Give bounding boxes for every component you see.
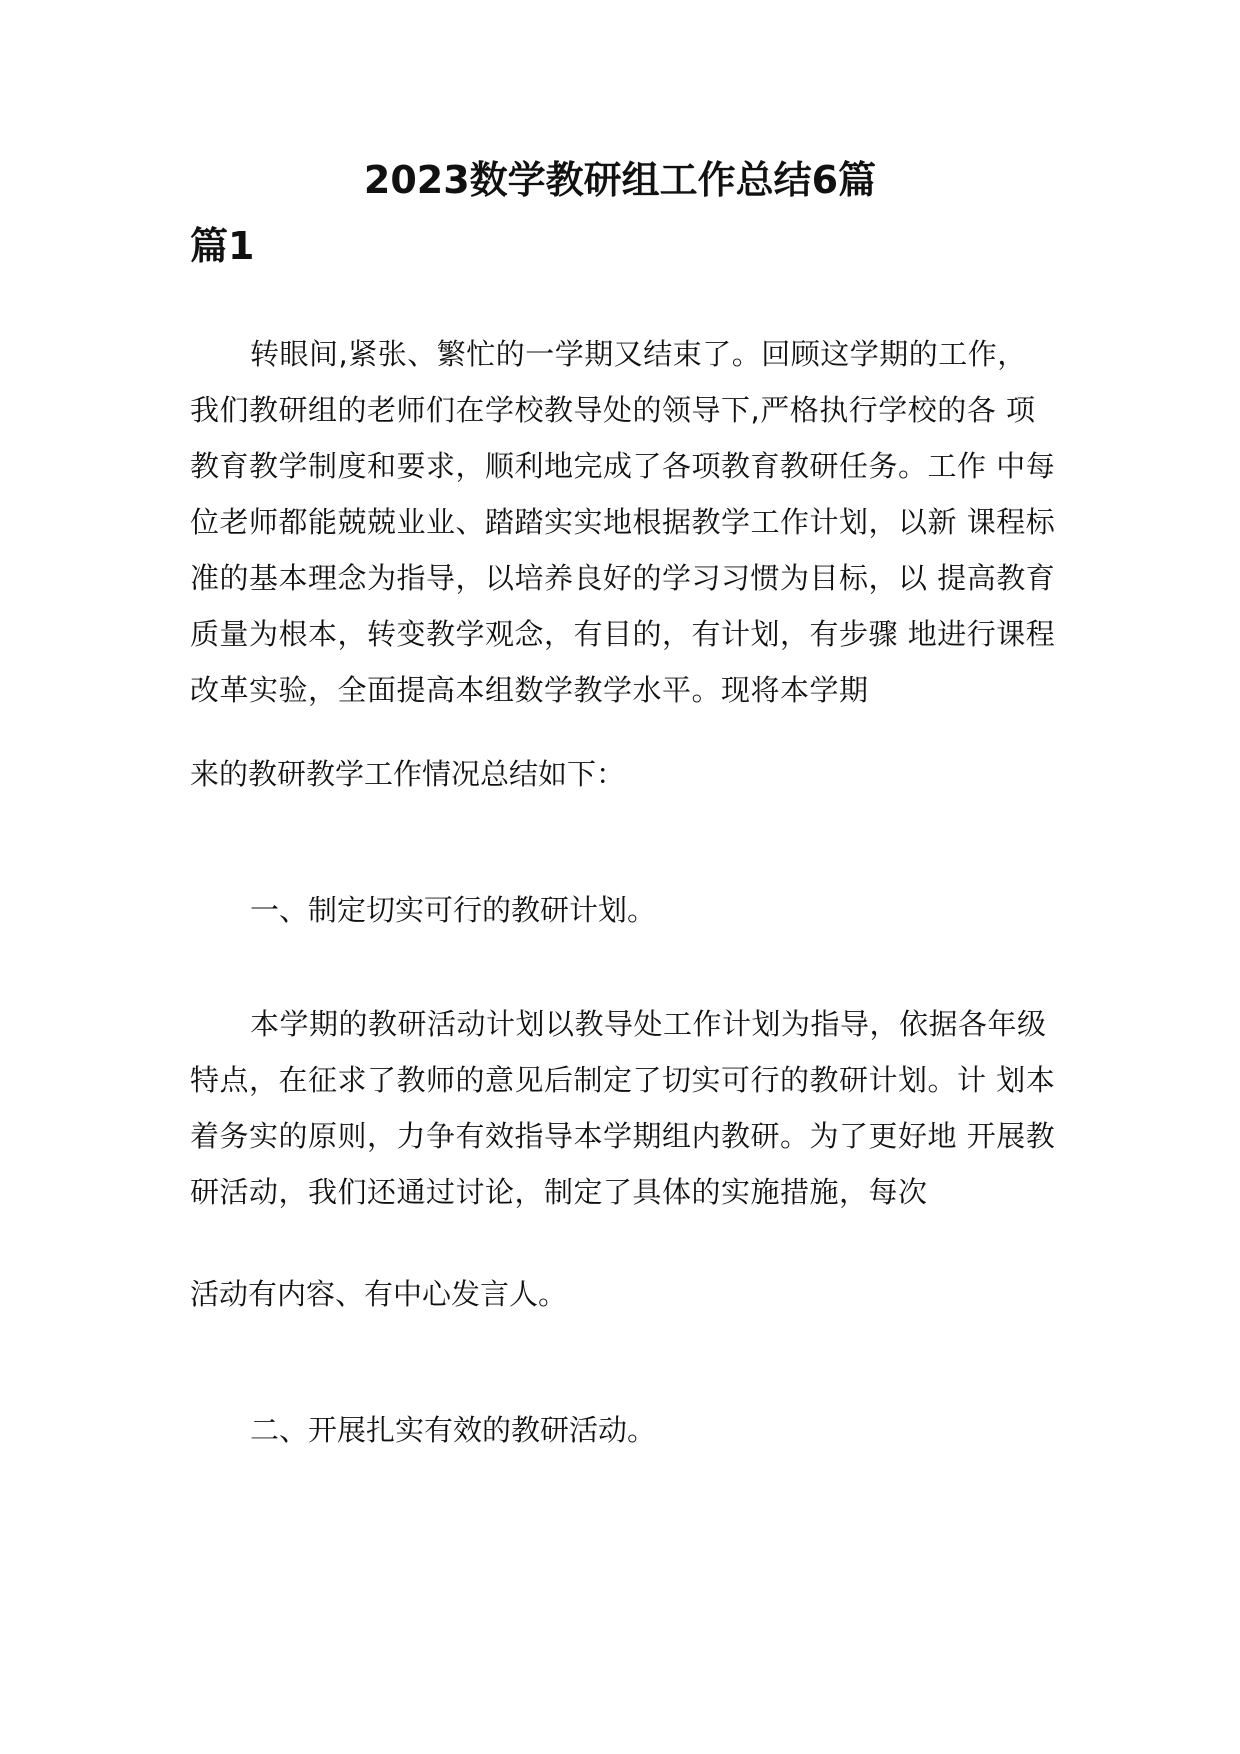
section-heading-1: 一、制定切实可行的教研计划。	[250, 893, 657, 927]
paragraph-plan-tail: 活动有内容、有中心发言人。	[190, 1277, 568, 1311]
document-title: 2023数学教研组工作总结6篇	[363, 158, 877, 202]
section-label: 篇1	[190, 224, 255, 268]
paragraph-intro: 转眼间,紧张、繁忙的一学期又结束了。回顾这学期的工作， 我们教研组的老师们在学校教导处的领导下,严格执行学校的各 项教育教学制度和要求，顺利地完成了各项教育教研任务。工作 中每位老师都能兢兢业业、踏踏实实地根据教学工作计划，以新 课程标准的基本理念为指导，以培养良好的学习习惯为目标，以 提高教育质量为根本，转变教学观念，有目的，有计划，有步骤 地进行课程改革实验，全面提高本组数学教学水平。现将本学期	[190, 337, 1056, 707]
paragraph-plan: 本学期的教研活动计划以教导处工作计划为指导，依据各年级特点，在征求了教师的意见后制定了切实可行的教研计划。计 划本着务实的原则，力争有效指导本学期组内教研。为了更好地 开展教研活动，我们还通过讨论，制定了具体的实施措施，每次	[190, 1007, 1056, 1209]
paragraph-intro-tail: 来的教研教学工作情况总结如下：	[190, 757, 626, 791]
section-heading-2: 二、开展扎实有效的教研活动。	[250, 1413, 657, 1447]
